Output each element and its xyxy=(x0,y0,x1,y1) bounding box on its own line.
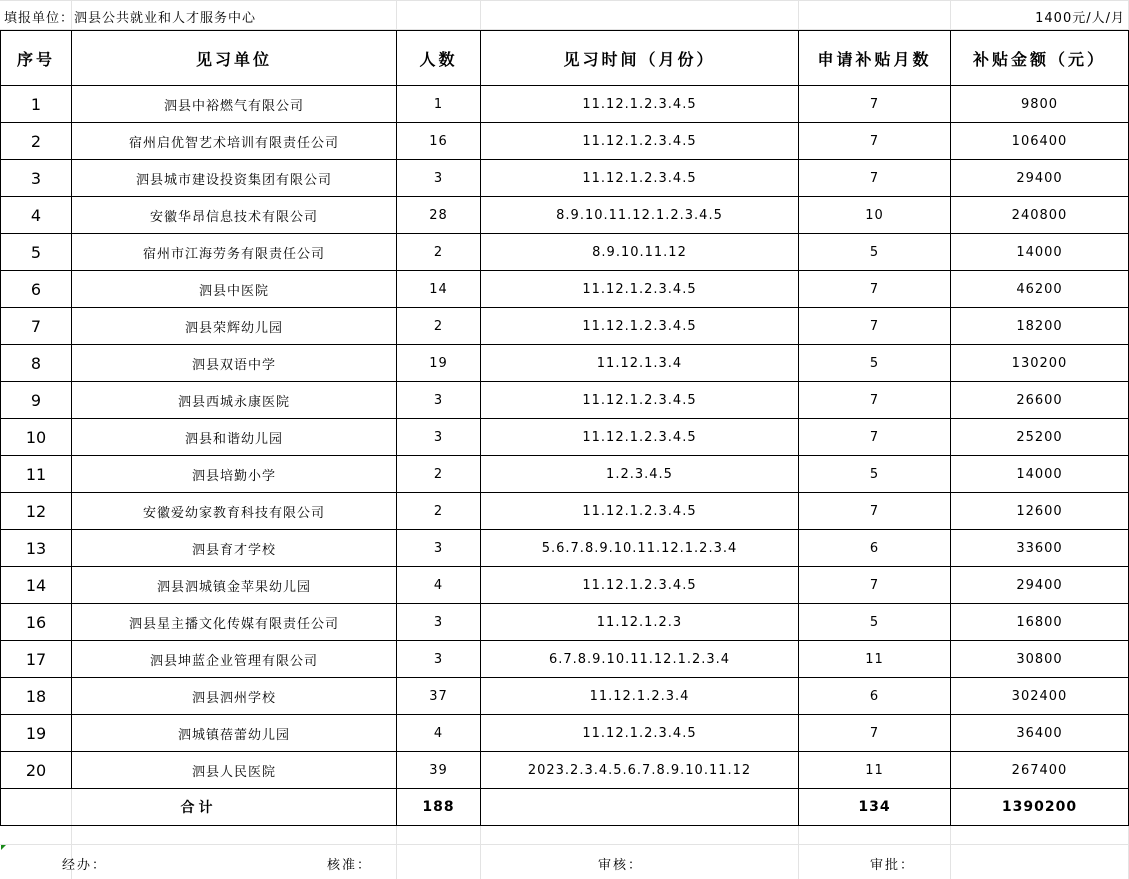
cell-people: 37 xyxy=(397,678,481,715)
table-row xyxy=(1,493,1129,530)
col-header-months: 申请补贴月数 xyxy=(799,31,951,86)
cell-amount: 14000 xyxy=(951,234,1129,271)
cell-index: 16 xyxy=(1,604,72,641)
cell-people: 16 xyxy=(397,123,481,160)
cell-people: 19 xyxy=(397,345,481,382)
cell-period: 11.12.1.2.3.4.5 xyxy=(481,419,799,456)
total-months: 134 xyxy=(799,789,951,826)
cell-months: 7 xyxy=(799,271,951,308)
cell-period: 1.2.3.4.5 xyxy=(481,456,799,493)
cell-unit: 泗县城市建设投资集团有限公司 xyxy=(72,160,397,197)
total-label: 合计 xyxy=(1,789,397,826)
col-header-people: 人数 xyxy=(397,31,481,86)
cell-period: 11.12.1.2.3.4.5 xyxy=(481,567,799,604)
cell-period: 11.12.1.2.3.4.5 xyxy=(481,160,799,197)
cell-index: 2 xyxy=(1,123,72,160)
cell-index: 11 xyxy=(1,456,72,493)
cell-unit: 泗县坤蓝企业管理有限公司 xyxy=(72,641,397,678)
cell-index: 7 xyxy=(1,308,72,345)
cell-months: 10 xyxy=(799,197,951,234)
cell-index: 1 xyxy=(1,86,72,123)
cell-people: 39 xyxy=(397,752,481,789)
cell-months: 7 xyxy=(799,160,951,197)
table-row xyxy=(1,197,1129,234)
cell-period: 11.12.1.2.3.4 xyxy=(481,678,799,715)
cell-index: 12 xyxy=(1,493,72,530)
cell-period: 11.12.1.2.3.4.5 xyxy=(481,715,799,752)
cell-people: 3 xyxy=(397,160,481,197)
cell-index: 14 xyxy=(1,567,72,604)
cell-months: 7 xyxy=(799,308,951,345)
cell-people: 4 xyxy=(397,567,481,604)
cell-months: 6 xyxy=(799,530,951,567)
cell-months: 7 xyxy=(799,123,951,160)
subsidy-rate: 1400元/人/月 xyxy=(1035,11,1125,26)
table-row xyxy=(1,567,1129,604)
cell-unit: 泗县泗城镇金苹果幼儿园 xyxy=(72,567,397,604)
cell-people: 2 xyxy=(397,493,481,530)
col-header-unit: 见习单位 xyxy=(72,31,397,86)
cell-people: 14 xyxy=(397,271,481,308)
cell-unit: 宿州市江海劳务有限责任公司 xyxy=(72,234,397,271)
table-row xyxy=(1,456,1129,493)
cell-people: 4 xyxy=(397,715,481,752)
approver-label: 审批： xyxy=(870,858,916,873)
cell-months: 5 xyxy=(799,456,951,493)
table-row xyxy=(1,604,1129,641)
table-header-row xyxy=(1,31,1129,86)
cell-amount: 9800 xyxy=(951,86,1129,123)
cell-amount: 12600 xyxy=(951,493,1129,530)
table-row xyxy=(1,419,1129,456)
cell-months: 11 xyxy=(799,641,951,678)
cell-months: 7 xyxy=(799,382,951,419)
cell-months: 5 xyxy=(799,234,951,271)
cell-period: 11.12.1.3.4 xyxy=(481,345,799,382)
cell-index: 13 xyxy=(1,530,72,567)
cell-index: 8 xyxy=(1,345,72,382)
cell-unit: 泗县中医院 xyxy=(72,271,397,308)
cell-amount: 130200 xyxy=(951,345,1129,382)
cell-period: 11.12.1.2.3.4.5 xyxy=(481,86,799,123)
table-row xyxy=(1,641,1129,678)
cell-months: 7 xyxy=(799,419,951,456)
table-row xyxy=(1,678,1129,715)
table-row xyxy=(1,160,1129,197)
cell-people: 2 xyxy=(397,234,481,271)
cell-amount: 25200 xyxy=(951,419,1129,456)
reviewer-label: 审核： xyxy=(598,858,644,873)
cell-period: 11.12.1.2.3.4.5 xyxy=(481,123,799,160)
cell-unit: 宿州启优智艺术培训有限责任公司 xyxy=(72,123,397,160)
cell-period: 11.12.1.2.3.4.5 xyxy=(481,493,799,530)
cell-unit: 安徽爱幼家教育科技有限公司 xyxy=(72,493,397,530)
total-amount: 1390200 xyxy=(951,789,1129,826)
cell-amount: 26600 xyxy=(951,382,1129,419)
handler-label: 经办： xyxy=(62,858,108,873)
cell-unit: 泗县培勤小学 xyxy=(72,456,397,493)
table-row xyxy=(1,308,1129,345)
cell-unit: 泗县星主播文化传媒有限责任公司 xyxy=(72,604,397,641)
cell-amount: 36400 xyxy=(951,715,1129,752)
cell-index: 17 xyxy=(1,641,72,678)
table-row xyxy=(1,382,1129,419)
cell-unit: 泗城镇蓓蕾幼儿园 xyxy=(72,715,397,752)
cell-unit: 泗县育才学校 xyxy=(72,530,397,567)
cell-period: 5.6.7.8.9.10.11.12.1.2.3.4 xyxy=(481,530,799,567)
cell-months: 5 xyxy=(799,345,951,382)
cell-index: 9 xyxy=(1,382,72,419)
table-row xyxy=(1,715,1129,752)
cell-amount: 302400 xyxy=(951,678,1129,715)
report-header xyxy=(0,0,1129,30)
reporting-unit: 填报单位：泗县公共就业和人才服务中心 xyxy=(4,11,257,26)
cell-amount: 240800 xyxy=(951,197,1129,234)
cell-period: 11.12.1.2.3.4.5 xyxy=(481,271,799,308)
cell-people: 3 xyxy=(397,382,481,419)
table-row xyxy=(1,530,1129,567)
cell-amount: 29400 xyxy=(951,160,1129,197)
cell-amount: 29400 xyxy=(951,567,1129,604)
cell-index: 3 xyxy=(1,160,72,197)
cell-months: 7 xyxy=(799,567,951,604)
cell-unit: 泗县双语中学 xyxy=(72,345,397,382)
cell-months: 7 xyxy=(799,493,951,530)
cell-unit: 泗县西城永康医院 xyxy=(72,382,397,419)
cell-unit: 泗县荣辉幼儿园 xyxy=(72,308,397,345)
col-header-period: 见习时间（月份） xyxy=(481,31,799,86)
checker-label: 核准： xyxy=(327,858,373,873)
cell-index: 4 xyxy=(1,197,72,234)
cell-people: 1 xyxy=(397,86,481,123)
cell-people: 3 xyxy=(397,419,481,456)
cell-unit: 安徽华昂信息技术有限公司 xyxy=(72,197,397,234)
cell-index: 20 xyxy=(1,752,72,789)
cell-amount: 46200 xyxy=(951,271,1129,308)
cell-index: 10 xyxy=(1,419,72,456)
table-row xyxy=(1,86,1129,123)
cell-amount: 16800 xyxy=(951,604,1129,641)
cell-period: 11.12.1.2.3 xyxy=(481,604,799,641)
cell-months: 5 xyxy=(799,604,951,641)
total-people: 188 xyxy=(397,789,481,826)
cell-index: 18 xyxy=(1,678,72,715)
total-period-empty xyxy=(481,789,799,826)
cell-period: 8.9.10.11.12 xyxy=(481,234,799,271)
cell-index: 5 xyxy=(1,234,72,271)
cell-months: 7 xyxy=(799,715,951,752)
total-row xyxy=(1,789,1129,826)
cell-index: 6 xyxy=(1,271,72,308)
cell-unit: 泗县和谐幼儿园 xyxy=(72,419,397,456)
cell-amount: 267400 xyxy=(951,752,1129,789)
cell-people: 2 xyxy=(397,456,481,493)
table-row xyxy=(1,123,1129,160)
table-row xyxy=(1,752,1129,789)
cell-period: 8.9.10.11.12.1.2.3.4.5 xyxy=(481,197,799,234)
cell-period: 2023.2.3.4.5.6.7.8.9.10.11.12 xyxy=(481,752,799,789)
cell-months: 6 xyxy=(799,678,951,715)
signature-footer xyxy=(0,845,1129,879)
cell-amount: 18200 xyxy=(951,308,1129,345)
cell-people: 3 xyxy=(397,530,481,567)
cell-period: 6.7.8.9.10.11.12.1.2.3.4 xyxy=(481,641,799,678)
cell-people: 3 xyxy=(397,641,481,678)
cell-index: 19 xyxy=(1,715,72,752)
cell-amount: 30800 xyxy=(951,641,1129,678)
cell-unit: 泗县人民医院 xyxy=(72,752,397,789)
cell-unit: 泗县泗州学校 xyxy=(72,678,397,715)
table-row xyxy=(1,271,1129,308)
table-row xyxy=(1,234,1129,271)
cell-period: 11.12.1.2.3.4.5 xyxy=(481,308,799,345)
cell-amount: 106400 xyxy=(951,123,1129,160)
cell-amount: 33600 xyxy=(951,530,1129,567)
col-header-amount: 补贴金额（元） xyxy=(951,31,1129,86)
cell-months: 7 xyxy=(799,86,951,123)
cell-people: 28 xyxy=(397,197,481,234)
cell-months: 11 xyxy=(799,752,951,789)
cell-people: 3 xyxy=(397,604,481,641)
cell-unit: 泗县中裕燃气有限公司 xyxy=(72,86,397,123)
subsidy-table xyxy=(0,30,1129,826)
col-header-index: 序号 xyxy=(1,31,72,86)
cell-people: 2 xyxy=(397,308,481,345)
table-row xyxy=(1,345,1129,382)
cell-period: 11.12.1.2.3.4.5 xyxy=(481,382,799,419)
cell-amount: 14000 xyxy=(951,456,1129,493)
